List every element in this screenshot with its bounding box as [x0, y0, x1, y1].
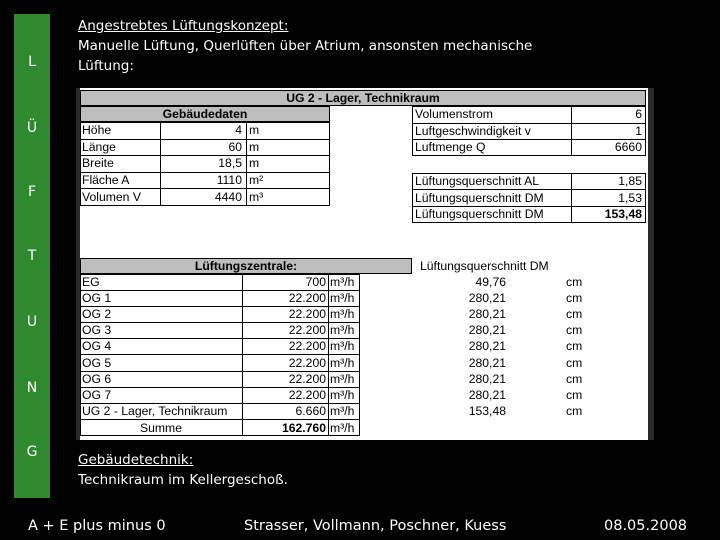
- grid-line: [160, 122, 161, 206]
- sidebar-letter: N: [26, 380, 38, 396]
- zentrale-unit: m³/h: [330, 372, 355, 386]
- zentrale-unit: m³/h: [330, 339, 355, 353]
- footer-date: 08.05.2008: [604, 518, 688, 534]
- grid-line: [246, 122, 247, 206]
- dm-header: Lüftungsquerschnitt DM: [420, 259, 549, 273]
- sidebar-letter: T: [27, 248, 37, 264]
- footer-project: A + E plus minus 0: [28, 518, 166, 534]
- zentrale-floor: OG 1: [82, 291, 112, 305]
- gebaeude-unit: m²: [249, 173, 264, 187]
- lueftung-label: Lüftungsquerschnitt DM: [415, 191, 544, 205]
- gebaeude-unit: m: [249, 123, 260, 137]
- zentrale-value: 22.200: [288, 388, 326, 402]
- dm-unit: cm: [566, 275, 583, 289]
- gebaeude-value: 18,5: [218, 156, 242, 170]
- zentrale-unit: m³/h: [330, 323, 355, 337]
- heading: [78, 16, 598, 76]
- dm-unit: cm: [566, 291, 583, 305]
- zentrale-value: 6.660: [295, 404, 326, 418]
- zentrale-floor: UG 2 - Lager, Technikraum: [82, 404, 228, 418]
- sidebar: [14, 14, 50, 498]
- dm-unit: cm: [566, 323, 583, 337]
- lueftung-value: 1,85: [618, 174, 642, 188]
- lueftung-value: 1: [635, 124, 642, 138]
- dm-unit: cm: [566, 339, 583, 353]
- heading-line: Manuelle Lüftung, Querlüften über Atrium, ansonsten mechanische: [78, 38, 533, 54]
- sidebar-letter: G: [26, 444, 38, 460]
- gebaeude-value: 4440: [214, 190, 242, 204]
- gebaeude-value: 4: [235, 123, 242, 137]
- dm-unit: cm: [566, 307, 583, 321]
- gebaeude-value: 1110: [216, 173, 242, 187]
- zentrale-header: Lüftungszentrale:: [194, 259, 298, 273]
- zentrale-value: 22.200: [288, 291, 326, 305]
- zentrale-floor: OG 4: [82, 339, 112, 353]
- heading-line: Lüftung:: [78, 58, 134, 74]
- dm-value: 280,21: [468, 339, 506, 353]
- gebaeude-value: 60: [228, 140, 242, 154]
- dm-value: 280,21: [468, 372, 506, 386]
- zentrale-unit: m³/h: [330, 404, 355, 418]
- summe-unit: m³/h: [330, 421, 355, 435]
- zentrale-floor: OG 2: [82, 307, 112, 321]
- zentrale-value: 22.200: [288, 339, 326, 353]
- heading-title: Angestrebtes Lüftungskonzept:: [78, 18, 289, 34]
- lueftung-label: Lüftungsquerschnitt DM: [415, 207, 544, 221]
- dm-value: 153,48: [468, 404, 506, 418]
- dm-value: 280,21: [468, 388, 506, 402]
- zentrale-value: 22.200: [288, 307, 326, 321]
- zentrale-unit: m³/h: [330, 307, 355, 321]
- gebaeude-unit: m³: [249, 190, 264, 204]
- gebaeude-label: Länge: [82, 140, 116, 154]
- sidebar-letter: Ü: [26, 120, 38, 136]
- dm-value: 280,21: [468, 356, 506, 370]
- zentrale-floor: OG 5: [82, 356, 112, 370]
- dm-value: 280,21: [468, 323, 506, 337]
- sidebar-letter: U: [26, 314, 38, 330]
- zentrale-unit: m³/h: [330, 388, 355, 402]
- dm-value: 280,21: [468, 291, 506, 305]
- zentrale-floor: OG 6: [82, 372, 112, 386]
- summe-value: 162.760: [281, 421, 326, 435]
- dm-value: 49,76: [475, 275, 506, 289]
- lueftung-label: Lüftungsquerschnitt AL: [415, 174, 539, 188]
- grid-line: [242, 274, 243, 436]
- lueftung-label: Luftgeschwindigkeit v: [415, 124, 531, 138]
- table-edge-right: [648, 88, 654, 440]
- gebaeude-label: Fläche A: [82, 173, 130, 187]
- grid-line: [328, 274, 329, 436]
- sidebar-letter: L: [28, 54, 36, 70]
- calculation-table: [76, 88, 654, 440]
- section-title: Gebäudetechnik:: [78, 452, 194, 468]
- zentrale-unit: m³/h: [330, 291, 355, 305]
- zentrale-unit: m³/h: [330, 356, 355, 370]
- grid-line: [571, 173, 572, 223]
- dm-unit: cm: [566, 372, 583, 386]
- grid-line: [571, 106, 572, 156]
- dm-unit: cm: [566, 388, 583, 402]
- zentrale-value: 22.200: [288, 372, 326, 386]
- zentrale-value: 22.200: [288, 323, 326, 337]
- footer-authors: Strasser, Vollmann, Poschner, Kuess: [244, 518, 507, 534]
- lueftung-value: 6: [635, 107, 642, 121]
- section-line: Technikraum im Kellergeschoß.: [78, 472, 288, 488]
- lueftung-value: 1,53: [618, 191, 642, 205]
- dm-value: 280,21: [468, 307, 506, 321]
- gebaeude-unit: m: [249, 140, 260, 154]
- dm-unit: cm: [566, 404, 583, 418]
- lueftung-label: Volumenstrom: [415, 107, 493, 121]
- zentrale-value: 22.200: [288, 356, 326, 370]
- zentrale-unit: m³/h: [330, 275, 355, 289]
- zentrale-value: 700: [305, 275, 326, 289]
- sidebar-letter: F: [27, 184, 37, 200]
- gebaeude-label: Breite: [82, 156, 114, 170]
- zentrale-floor: EG: [82, 275, 100, 289]
- gebaeudetechnik-section: [78, 450, 288, 490]
- lueftung-value: 6660: [614, 140, 642, 154]
- zentrale-floor: OG 7: [82, 388, 112, 402]
- lueftung-value: 153,48: [604, 207, 642, 221]
- table-title: UG 2 - Lager, Technikraum: [286, 91, 440, 105]
- gebaeude-label: Höhe: [82, 123, 112, 137]
- zentrale-floor: OG 3: [82, 323, 112, 337]
- gebaeude-label: Volumen V: [82, 190, 141, 204]
- dm-unit: cm: [566, 356, 583, 370]
- lueftung-label: Luftmenge Q: [415, 140, 486, 154]
- gebaeude-unit: m: [249, 156, 260, 170]
- summe-label: Summe: [140, 421, 182, 435]
- gebaeude-header: Gebäudedaten: [162, 107, 248, 121]
